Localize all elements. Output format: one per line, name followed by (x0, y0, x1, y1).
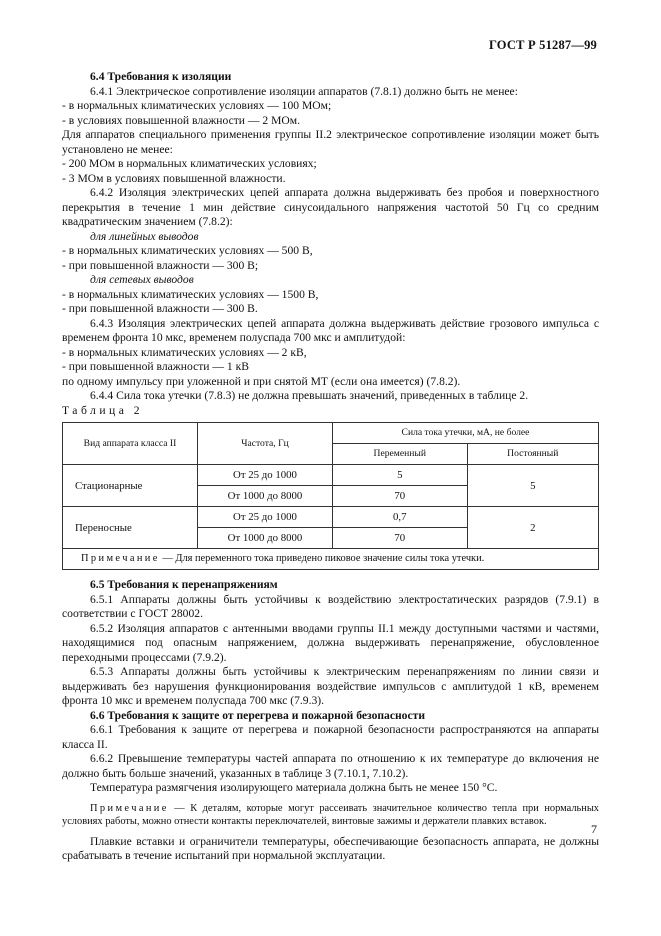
table-note (63, 549, 599, 570)
section-6-4-title: 6.4 Требования к изоляции (90, 70, 232, 83)
note-text: — К деталям, которые могут рассеивать значительное количество тепла при нормальных условиях работы, можно отнести контакты переключателей, винтовые зажимы и держатели плавких вставок. (62, 802, 599, 827)
row-dc-value: 5 (467, 465, 598, 507)
section-6-6-title: 6.6 Требования к защите от перегрева и пожарной безопасности (90, 708, 426, 722)
para-fuses: Плавкие вставки и ограничители температуры, обеспечивающие безопасность аппарата, не должны срабатывать в течение испытаний при нормальной эксплуатации. (62, 834, 599, 862)
header-leakage-current: Сила тока утечки, мА, не более (333, 423, 599, 444)
row-freq: От 1000 до 8000 (198, 486, 333, 507)
page-content (62, 70, 599, 864)
para-softening-temp: Температура размягчения изолирующего материала должна быть не менее 150 °С. (90, 781, 498, 794)
row-freq: От 25 до 1000 (198, 465, 333, 486)
para-6-5-2: 6.5.2 Изоляция аппаратов с антенными вводами группы II.1 между доступными частями и частями, находящимися под опасным напряжением, должна выдерживать перенапряжение, обусловленное переходными процессами (7.9.2). (62, 621, 599, 664)
header-device-type: Вид аппарата класса II (63, 423, 198, 465)
list-item: - в нормальных климатических условиях — 100 МОм; (62, 99, 332, 112)
table-2-caption: Таблица 2 (62, 403, 144, 417)
para-impulse-note: по одному импульсу при уложенной и при снятой МТ (если она имеется) (7.8.2). (62, 374, 461, 388)
row-freq: От 1000 до 8000 (198, 528, 333, 549)
header-ac: Переменный (333, 444, 468, 465)
note-label: Примечание (81, 553, 160, 564)
row-freq: От 25 до 1000 (198, 507, 333, 528)
row-ac-value: 0,7 (333, 507, 468, 528)
para-6-5-3: 6.5.3 Аппараты должны быть устойчивы к электрическим перенапряжениям по линии связи и выдерживать без нарушения функционирования воздействие импульсов с амплитудой 1 кВ, временем фронта 10 мкс и временем полуспада 700 мкс (7.9.3). (62, 665, 599, 707)
note-6-6 (62, 802, 599, 828)
label-linear-outputs: для линейных выводов (90, 229, 199, 243)
row-ac-value: 70 (333, 528, 468, 549)
note-text: — Для переменного тока приведено пиковое значение силы тока утечки. (159, 553, 485, 564)
para-special-application: Для аппаратов специального применения группы II.2 электрическое сопротивление изоляции может быть установлено не менее: (62, 128, 599, 156)
header-frequency: Частота, Гц (198, 423, 333, 465)
section-6-5-title: 6.5 Требования к перенапряжениям (90, 578, 278, 591)
row-type: Переносные (63, 507, 198, 549)
label-network-outputs: для сетевых выводов (90, 273, 194, 286)
note-label: Примечание (90, 802, 169, 814)
row-type: Стационарные (63, 465, 198, 507)
list-item: - в нормальных климатических условиях — 1500 В, (62, 287, 319, 301)
list-item: - при повышенной влажности — 300 В; (62, 258, 259, 272)
list-item: - 3 МОм в условиях повышенной влажности. (62, 171, 286, 185)
table-2 (62, 422, 599, 570)
para-6-4-3: 6.4.3 Изоляция электрических цепей аппарата должна выдерживать действие грозового импульса с временем фронта 10 мкс, временем полуспада 700 мкс и амплитудой: (62, 316, 599, 344)
table-row (63, 465, 599, 486)
header-dc: Постоянный (467, 444, 598, 465)
para-6-6-2: 6.6.2 Превышение температуры частей аппарата по отношению к их температуре до включения не должно быть больше значений, указанных в таблице 3 (7.10.1, 7.10.2). (62, 752, 599, 780)
list-item: - при повышенной влажности — 300 В. (62, 302, 258, 315)
para-6-4-2: 6.4.2 Изоляция электрических цепей аппарата должна выдерживать без пробоя и поверхностного перекрытия в течение 1 мин действие синусоидального напряжения частотой 50 Гц со средним квадратическим значением (7.8.2): (62, 186, 599, 228)
list-item: - при повышенной влажности — 1 кВ (62, 360, 249, 373)
document-id: ГОСТ Р 51287—99 (488, 38, 597, 52)
para-6-6-1: 6.6.1 Требования к защите от перегрева и пожарной безопасности распространяются на аппараты класса II. (62, 723, 599, 751)
page-number: 7 (591, 822, 597, 836)
para-6-4-4: 6.4.4 Сила тока утечки (7.8.3) не должна превышать значений, приведенных в таблице 2. (90, 389, 529, 402)
list-item: - в нормальных климатических условиях — 2 кВ, (62, 345, 307, 359)
list-item: - в условиях повышенной влажности — 2 МОм. (62, 113, 300, 127)
para-6-5-1: 6.5.1 Аппараты должны быть устойчивы к воздействию электростатических разрядов (7.9.1) в соответствии с ГОСТ 28002. (62, 592, 599, 620)
row-ac-value: 70 (333, 486, 468, 507)
row-ac-value: 5 (333, 465, 468, 486)
table-row (63, 507, 599, 528)
list-item: - 200 МОм в нормальных климатических условиях; (62, 157, 317, 170)
list-item: - в нормальных климатических условиях — 500 В, (62, 244, 313, 257)
para-6-4-1: 6.4.1 Электрическое сопротивление изоляции аппаратов (7.8.1) должно быть не менее: (90, 84, 518, 98)
row-dc-value: 2 (467, 507, 598, 549)
